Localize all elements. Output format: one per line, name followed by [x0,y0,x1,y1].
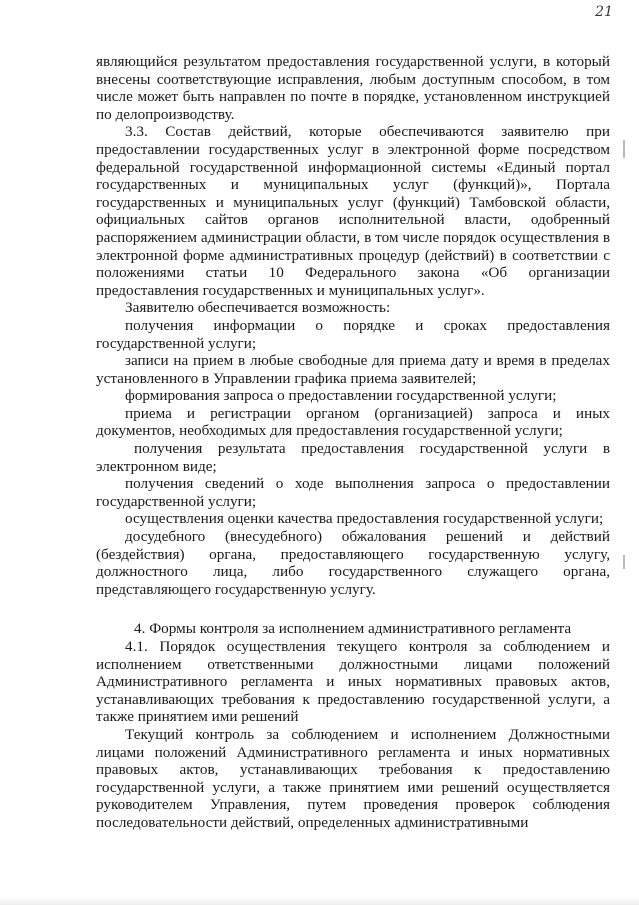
paragraph-4-1: 4.1. Порядок осуществления текущего контроля за соблюдением и исполнением ответственными должностными лицами положений Административного регламента и иных нормативных правовых актов, устанавливающих требования к предоставлению государственной услуги, а также принятием ими решений [96,638,610,726]
list-item-quality-rating: осуществления оценки качества предоставления государственной услуги; [125,510,604,528]
list-item-appointment: записи на прием в любые свободные для приема дату и время в пределах установленного в Управлении графика приема заявителей; [96,352,610,387]
list-item-request-forming: формирования запроса о предоставлении государственной услуги; [125,387,557,405]
paragraph-current-control: Текущий контроль за соблюдением и исполнением Должностными лицами положений Административного регламента и иных нормативных правовых актов, устанавливающих требования к предоставлению государственной услуги, а также принятием ими решений осуществляется руководителем Управления, путем проведения проверок соблюдения последовательности действий, определенных административными [96,725,610,831]
section-spacer [96,598,610,620]
section-heading-4: 4. Формы контроля за исполнением административного регламента [134,620,572,638]
page-number: 21 [595,4,613,20]
paragraph-continuation: являющийся результатом предоставления государственной услуги, в который внесены соответствующие исправления, любым доступным способом, в том числе может быть направлен по почте в порядке, установленном инструкцией по делопроизводству. [96,53,610,123]
scan-margin-mark [623,140,625,158]
paragraph-applicant-options-intro: Заявителю обеспечивается возможность: [125,299,391,317]
list-item-appeal: досудебного (внесудебного) обжалования решений и действий (бездействия) органа, предоставляющего государственную услугу, должностного лица, либо государственного служащего органа, представляющего государственную услугу. [96,528,610,598]
list-item-result: получения результата предоставления государственной услуги в электронном виде; [96,440,610,475]
document-body [96,53,610,832]
list-item-request-registration: приема и регистрации органом (организацией) запроса и иных документов, необходимых для предоставления государственной услуги; [96,404,610,440]
paragraph-3-3: 3.3. Состав действий, которые обеспечиваются заявителю при предоставлении государственных услуг в электронной форме посредством федеральной государственной информационной системы «Единый портал государственных и муниципальных услуг (функций)», Портала государственных и муниципальных услуг (функций) Тамбовской области, официальных сайтов органов исполнительной власти, одобренный распоряжением администрации области, в том числе порядок осуществления в электронной форме административных процедур (действий) в соответствии с положениями статьи 10 Федерального закона «Об организации предоставления государственных и муниципальных услуг». [96,123,610,299]
list-item-status: получения сведений о ходе выполнения запроса о предоставлении государственной услуги; [96,475,610,510]
list-item-information: получения информации о порядке и сроках предоставления государственной услуги; [96,316,610,352]
scan-bottom-edge [0,897,639,905]
scan-margin-mark [623,555,625,569]
